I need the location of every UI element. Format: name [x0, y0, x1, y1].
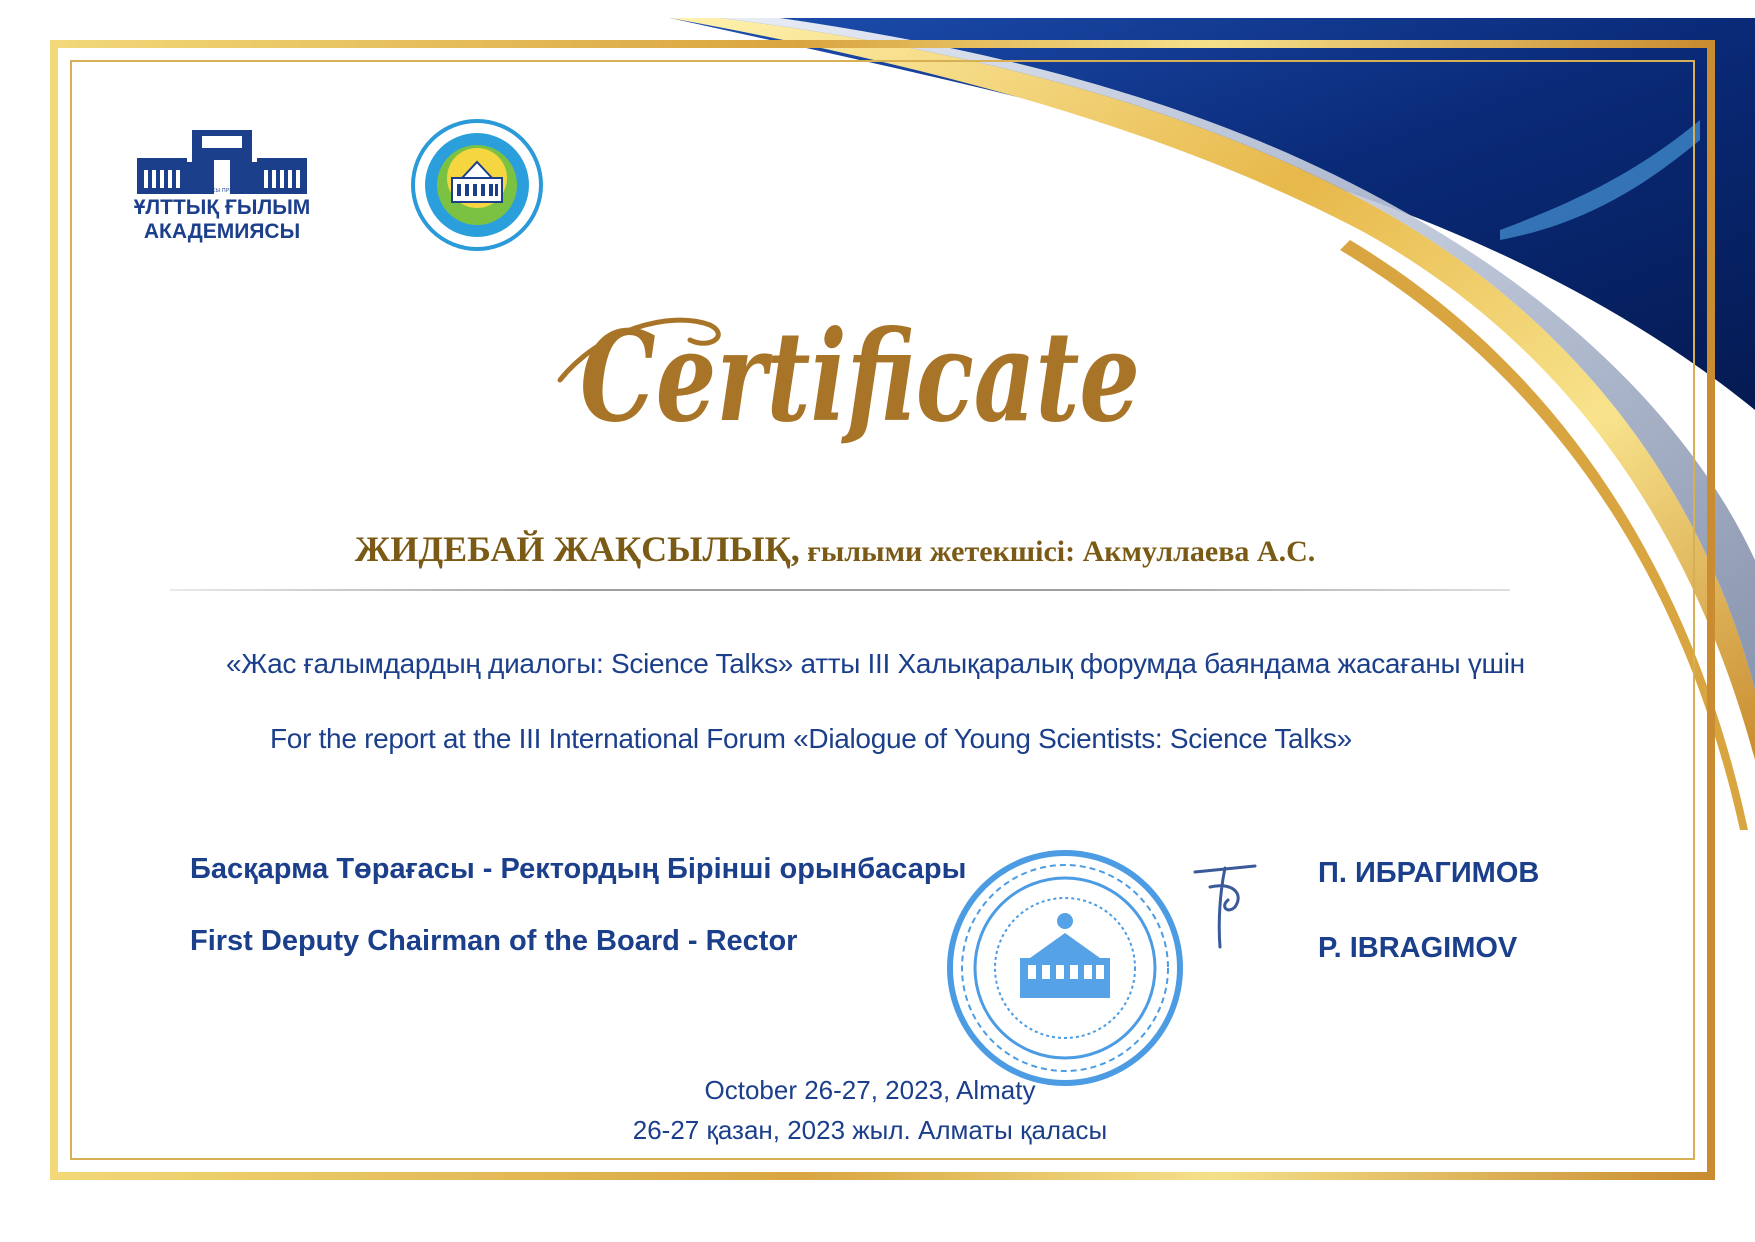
event-date-en: October 26-27, 2023, Almaty	[704, 1075, 1036, 1105]
event-date-kz: 26-27 қазан, 2023 жыл. Алматы қаласы	[632, 1115, 1108, 1145]
certificate-title-text: Certificate	[580, 304, 1140, 450]
body-text-en: For the report at the III International Forum «Dialogue of Young Scientists: Science Talks»	[270, 723, 1352, 754]
recipient-line	[170, 528, 1500, 570]
signatory-name-en: P. IBRAGIMOV	[1318, 932, 1518, 964]
body-text-kz: «Жас ғалымдардың диалогы: Science Talks» атты III Халықаралық форумда баяндама жасағаны үшін	[226, 648, 1525, 679]
academy-small-caption: ҚАЗАҚСТАН РЕСПУБЛИКАСЫ ПРЕЗИДЕНТІНІҢ ЖАНЫНДАҒЫ	[142, 188, 304, 194]
academy-name-line1: ҰЛТТЫҚ ҒЫЛЫМ	[133, 196, 311, 219]
signatory-position-en: First Deputy Chairman of the Board - Rector	[190, 925, 798, 957]
recipient-supervisor: ғылыми жетекшісі: Акмуллаева А.С.	[799, 535, 1316, 568]
recipient-underline	[170, 589, 1510, 591]
handwritten-signature	[1190, 852, 1270, 952]
signatory-name-kz: П. ИБРАГИМОВ	[1318, 857, 1540, 889]
signatory-position-kz: Басқарма Төрағасы - Ректордың Бірінші орынбасары	[190, 853, 967, 885]
recipient-name: ЖИДЕБАЙ ЖАҚСЫЛЫҚ,	[354, 529, 800, 569]
official-stamp	[940, 843, 1190, 1093]
academy-name-line2: АКАДЕМИЯСЫ	[143, 220, 301, 243]
certificate-title	[540, 270, 1180, 460]
university-seal-logo	[410, 118, 544, 252]
academy-name	[122, 196, 322, 244]
